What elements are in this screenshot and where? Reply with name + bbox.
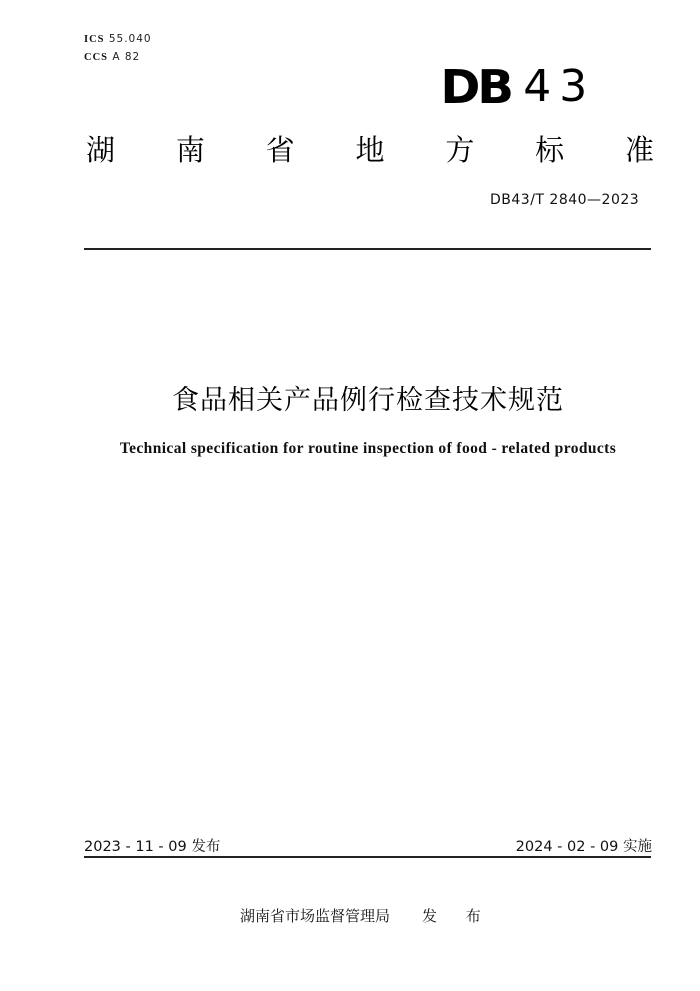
ccs-value: A 82 — [112, 51, 141, 63]
standard-type-char: 准 — [624, 133, 654, 167]
standard-type-char: 南 — [175, 133, 205, 167]
top-divider — [84, 248, 651, 250]
standard-type-char: 标 — [535, 133, 565, 167]
ccs-code — [84, 51, 140, 63]
ics-value: 55.040 — [108, 33, 152, 45]
publisher-name: 湖南省市场监督管理局 — [240, 907, 391, 925]
ics-code — [84, 33, 152, 45]
document-title-english: Technical specification for routine inspection of food - related products — [119, 440, 617, 457]
standard-number: DB43/T 2840—2023 — [490, 192, 640, 208]
db-logo-letters: DB — [440, 60, 511, 114]
bottom-divider — [84, 856, 651, 858]
db-logo — [440, 60, 596, 114]
standard-type-heading — [86, 130, 654, 170]
document-title-chinese: 食品相关产品例行检查技术规范 — [172, 385, 564, 416]
db-logo-number: 43 — [523, 61, 596, 112]
standard-type-char: 省 — [265, 133, 295, 167]
standard-type-char: 地 — [355, 133, 385, 167]
implementation-date: 2024 - 02 - 09 实施 — [515, 839, 652, 855]
standard-type-char: 方 — [445, 133, 475, 167]
publisher-line — [240, 905, 493, 926]
ics-label: ICS — [84, 34, 105, 45]
standard-type-char: 湖 — [86, 133, 116, 167]
ccs-label: CCS — [84, 52, 109, 63]
publisher-action: 发 布 — [422, 907, 493, 925]
issue-date: 2023 - 11 - 09 发布 — [84, 839, 221, 855]
